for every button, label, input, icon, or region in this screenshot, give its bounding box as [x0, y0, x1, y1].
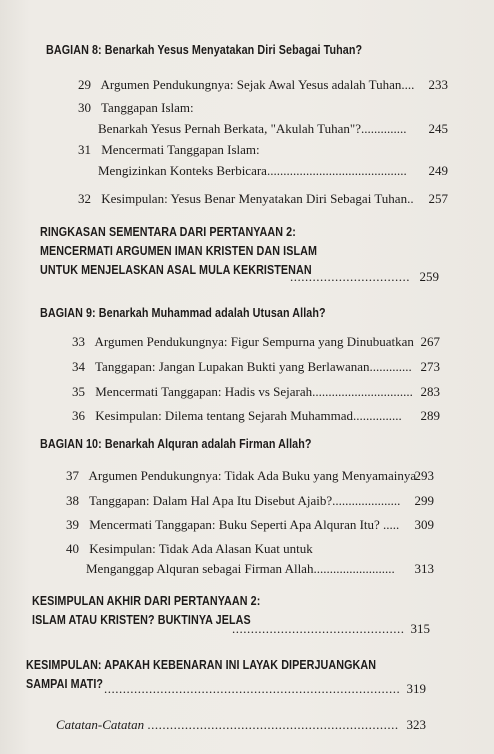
entry-page: 233 — [428, 77, 448, 92]
dot-leader: ................................................................... — [147, 717, 399, 732]
toc-entry-35 — [72, 383, 440, 401]
entry-page: 315 — [410, 621, 430, 636]
entry-number: 30 — [78, 100, 91, 115]
entry-title: Tanggapan Islam: — [101, 100, 194, 115]
entry-number: 38 — [66, 493, 79, 508]
section-heading-text: BAGIAN 10: Benarkah Alquran adalah Firman Allah? — [40, 437, 312, 451]
entry-page: 309 — [414, 517, 434, 532]
entry-number: 34 — [72, 359, 85, 374]
dot-leader: ................................ — [290, 269, 410, 284]
heading-line: KESIMPULAN AKHIR DARI PERTANYAAN 2: — [32, 594, 261, 608]
dot-leader: ............................................................................... — [104, 681, 401, 696]
entry-title: Argumen Pendukungnya: Figur Sempurna yang Dinubuatkan — [94, 334, 414, 349]
akhir-leader — [232, 620, 430, 638]
entry-title-continued: Mengizinkan Konteks Berbicara........................................... — [98, 163, 407, 178]
entry-title: Kesimpulan: Tidak Ada Alasan Kuat untuk — [89, 541, 313, 556]
toc-entry-32 — [78, 190, 448, 208]
entry-page: 273 — [420, 359, 440, 374]
toc-entry-31-line1 — [78, 141, 448, 159]
entry-number: 35 — [72, 384, 85, 399]
entry-page: 267 — [420, 334, 440, 349]
entry-title: Tanggapan: Dalam Hal Apa Itu Disebut Ajaib?..................... — [89, 493, 401, 508]
entry-page: 323 — [406, 717, 426, 732]
toc-entry-34 — [72, 358, 440, 376]
entry-title: Mencermati Tanggapan Islam: — [101, 142, 260, 157]
toc-entry-37 — [66, 467, 434, 485]
entry-title-continued: Menganggap Alquran sebagai Firman Allah......................... — [86, 561, 395, 576]
ringkasan-leader — [290, 268, 439, 286]
toc-entry-catatan — [56, 716, 426, 734]
entry-page: 289 — [420, 408, 440, 423]
section-heading-bagian-10 — [40, 435, 312, 454]
toc-entry-36 — [72, 407, 440, 425]
heading-line: UNTUK MENJELASKAN ASAL MULA KEKRISTENAN — [40, 263, 312, 277]
entry-number: 33 — [72, 334, 85, 349]
entry-number: 36 — [72, 408, 85, 423]
section-heading-ringkasan — [40, 223, 317, 280]
entry-number: 29 — [78, 77, 91, 92]
toc-entry-33 — [72, 333, 440, 351]
entry-number: 40 — [66, 541, 79, 556]
toc-entry-40-line2 — [86, 560, 434, 578]
entry-number: 32 — [78, 191, 91, 206]
heading-line: RINGKASAN SEMENTARA DARI PERTANYAAN 2: — [40, 225, 296, 239]
entry-title: Argumen Pendukungnya: Tidak Ada Buku yang Menyamainya — [88, 468, 417, 483]
entry-title: Argumen Pendukungnya: Sejak Awal Yesus adalah Tuhan.... — [100, 77, 415, 92]
entry-page: 299 — [414, 493, 434, 508]
entry-page: 293 — [414, 468, 434, 483]
section-heading-bagian-8 — [46, 41, 362, 60]
entry-page: 313 — [414, 561, 434, 576]
toc-entry-29 — [78, 76, 448, 94]
toc-entry-39 — [66, 516, 434, 534]
entry-title: Tanggapan: Jangan Lupakan Bukti yang Berlawanan............. — [95, 359, 412, 374]
entry-title: Mencermati Tanggapan: Hadis vs Sejarah............................... — [95, 384, 413, 399]
entry-title: Mencermati Tanggapan: Buku Seperti Apa Alquran Itu? ..... — [89, 517, 400, 532]
toc-entry-30-line2 — [98, 120, 448, 138]
entry-page: 245 — [428, 121, 448, 136]
heading-line: MENCERMATI ARGUMEN IMAN KRISTEN DAN ISLAM — [40, 244, 318, 258]
toc-entry-38 — [66, 492, 434, 510]
section-heading-text: BAGIAN 8: Benarkah Yesus Menyatakan Diri Sebagai Tuhan? — [46, 43, 363, 57]
toc-entry-31-line2 — [98, 162, 448, 180]
dot-leader: .............................................. — [232, 621, 405, 636]
entry-number: 39 — [66, 517, 79, 532]
heading-line: ISLAM ATAU KRISTEN? BUKTINYA JELAS — [32, 613, 251, 627]
section-heading-kesimpulan-akhir — [32, 592, 260, 630]
entry-number: 37 — [66, 468, 79, 483]
entry-title: Kesimpulan: Dilema tentang Sejarah Muhammad............... — [95, 408, 402, 423]
toc-entry-30-line1 — [78, 99, 448, 117]
kesimpulan-leader — [104, 680, 426, 698]
entry-title: Kesimpulan: Yesus Benar Menyatakan Diri Sebagai Tuhan.. — [101, 191, 414, 206]
entry-page: 259 — [419, 269, 439, 284]
entry-page: 319 — [406, 681, 426, 696]
entry-title-continued: Benarkah Yesus Pernah Berkata, "Akulah Tuhan"?.............. — [98, 121, 407, 136]
heading-line: SAMPAI MATI? — [26, 677, 104, 691]
section-heading-bagian-9 — [40, 304, 326, 323]
heading-line: KESIMPULAN: APAKAH KEBENARAN INI LAYAK DIPERJUANGKAN — [26, 658, 377, 672]
entry-title: Catatan-Catatan — [56, 717, 145, 732]
toc-entry-40-line1 — [66, 540, 434, 558]
section-heading-text: BAGIAN 9: Benarkah Muhammad adalah Utusan Allah? — [40, 306, 326, 320]
entry-page: 283 — [420, 384, 440, 399]
entry-page: 257 — [428, 191, 448, 206]
entry-number: 31 — [78, 142, 91, 157]
entry-page: 249 — [428, 163, 448, 178]
